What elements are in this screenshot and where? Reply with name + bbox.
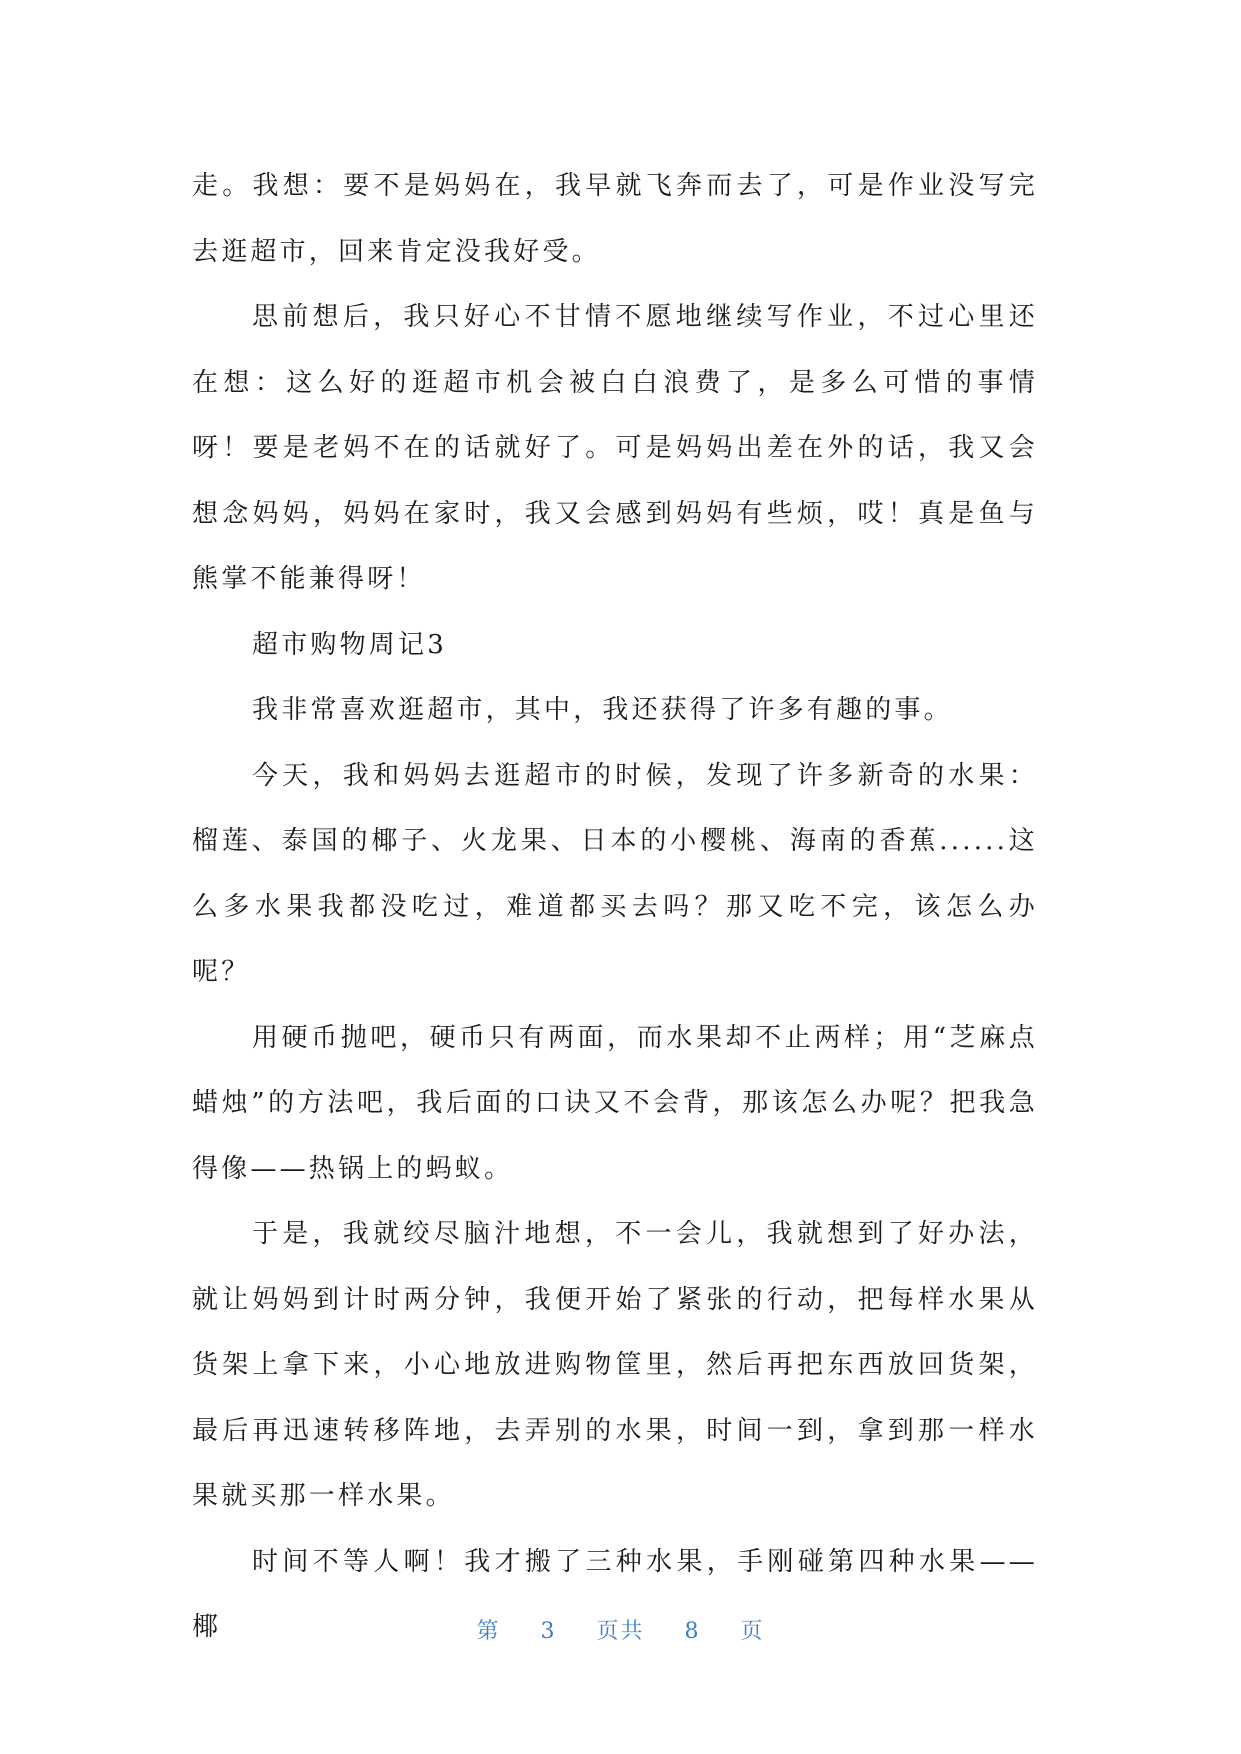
section-heading: 超市购物周记3 xyxy=(252,629,447,660)
document-body xyxy=(192,154,1038,1661)
footer-middle: 页共 xyxy=(596,1619,645,1644)
footer-total-pages: 8 xyxy=(684,1619,701,1644)
footer-prefix: 第 xyxy=(476,1619,501,1644)
paragraph-8: 时间不等人啊！我才搬了三种水果，手刚碰第四种水果——椰 xyxy=(192,1546,1038,1642)
paragraph-5: 今天，我和妈妈去逛超市的时候，发现了许多新奇的水果：榴莲、泰国的椰子、火龙果、日本的小樱桃、海南的香蕉......这么多水果我都没吃过，难道都买去吗？那又吃不完，该怎么办呢？ xyxy=(192,760,1038,987)
paragraph-6: 用硬币抛吧，硬币只有两面，而水果却不止两样；用“芝麻点蜡烛”的方法吧，我后面的口诀又不会背，那该怎么办呢？把我急得像——热锅上的蚂蚁。 xyxy=(192,1022,1038,1184)
paragraph-2: 思前想后，我只好心不甘情不愿地继续写作业，不过心里还在想：这么好的逛超市机会被白白浪费了，是多么可惜的事情呀！要是老妈不在的话就好了。可是妈妈出差在外的话，我又会想念妈妈，妈妈在家时，我又会感到妈妈有些烦，哎！真是鱼与熊掌不能兼得呀！ xyxy=(192,302,1038,594)
footer-current-page: 3 xyxy=(540,1619,557,1644)
page-footer xyxy=(0,1617,1241,1647)
paragraph-7: 于是，我就绞尽脑汁地想，不一会儿，我就想到了好办法，就让妈妈到计时两分钟，我便开始了紧张的行动，把每样水果从货架上拿下来，小心地放进购物筐里，然后再把东西放回货架，最后再迅速转移阵地，去弄别的水果，时间一到，拿到那一样水果就买那一样水果。 xyxy=(192,1219,1038,1511)
footer-suffix: 页 xyxy=(740,1619,765,1644)
paragraph-4: 我非常喜欢逛超市，其中，我还获得了许多有趣的事。 xyxy=(252,695,953,725)
paragraph-1: 走。我想：要不是妈妈在，我早就飞奔而去了，可是作业没写完去逛超市，回来肯定没我好受。 xyxy=(192,171,1038,267)
